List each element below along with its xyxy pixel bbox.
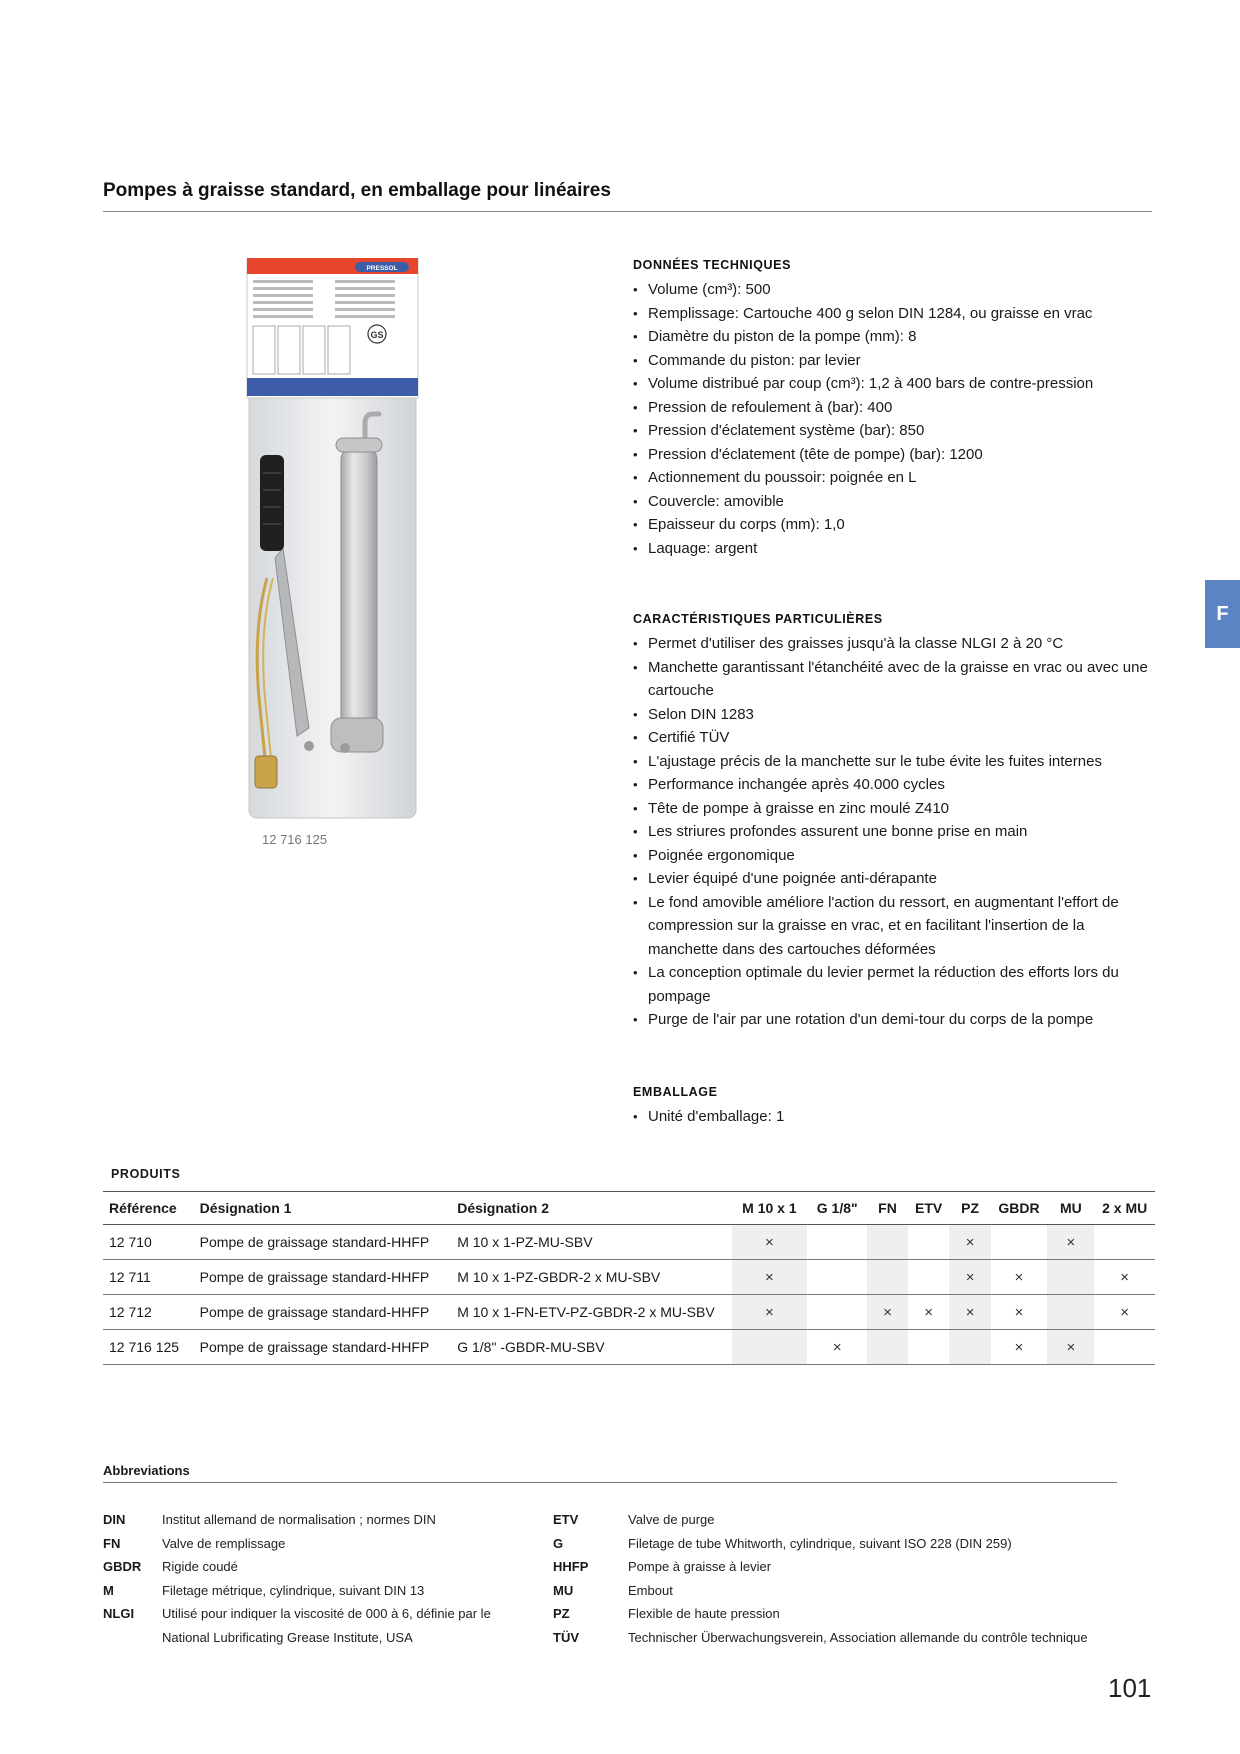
list-item: • Manchette garantissant l'étanchéité avec de la graisse en vrac ou avec une cartouche xyxy=(633,656,1153,703)
abbreviation-value: Rigide coudé xyxy=(162,1559,238,1574)
option-cell xyxy=(991,1330,1048,1365)
list-item: • Levier équipé d'une poignée anti-dérapante xyxy=(633,867,1153,891)
list-item: • Remplissage: Cartouche 400 g selon DIN 1284, ou graisse en vrac xyxy=(633,302,1153,326)
features-heading: CARACTÉRISTIQUES PARTICULIÈRES xyxy=(633,612,883,626)
check-mark: × xyxy=(924,1303,933,1321)
check-mark: × xyxy=(965,1233,975,1251)
column-header: GBDR xyxy=(991,1192,1048,1225)
option-cell xyxy=(807,1260,867,1295)
list-item: • L'ajustage précis de la manchette sur le tube évite les fuites internes xyxy=(633,750,1153,774)
list-item: • Permet d'utiliser des graisses jusqu'à la classe NLGI 2 à 20 °C xyxy=(633,632,1153,656)
abbreviation-value: Valve de purge xyxy=(628,1512,715,1527)
option-cell xyxy=(867,1225,908,1260)
designation2-cell: G 1/8" -GBDR-MU-SBV xyxy=(451,1330,731,1365)
table-row xyxy=(103,1260,1155,1295)
check-mark: × xyxy=(1066,1233,1076,1251)
check-mark: × xyxy=(765,1268,774,1286)
check-mark: × xyxy=(1014,1303,1024,1321)
abbreviation-key: M xyxy=(103,1582,114,1598)
check-mark: × xyxy=(1066,1338,1076,1356)
check-mark: × xyxy=(1120,1303,1130,1321)
list-item: • Pression de refoulement à (bar): 400 xyxy=(633,396,1153,420)
designation1-cell: Pompe de graissage standard-HHFP xyxy=(194,1225,452,1260)
abbreviation-value: Technischer Überwachungsverein, Association allemande du contrôle technique xyxy=(628,1629,1088,1645)
abbreviation-value: Filetage de tube Whitworth, cylindrique, suivant ISO 228 (DIN 259) xyxy=(628,1535,1012,1551)
abbreviations-right xyxy=(553,1508,1088,1649)
abbreviation-key: TÜV xyxy=(553,1629,579,1645)
abbreviation-value: Utilisé pour indiquer la viscosité de 000 à 6, définie par le National Lubrificating Grease Institute, USA xyxy=(162,1606,491,1645)
list-item: • Selon DIN 1283 xyxy=(633,703,1153,727)
abbreviation-key: FN xyxy=(103,1535,121,1551)
option-cell xyxy=(949,1295,990,1330)
column-header: 2 x MU xyxy=(1094,1192,1155,1225)
option-cell xyxy=(1094,1295,1155,1330)
abbreviation-key: HHFP xyxy=(553,1559,589,1574)
table-row xyxy=(103,1225,1155,1260)
list-item: • Unité d'emballage: 1 xyxy=(633,1105,1153,1129)
abbreviation-key: PZ xyxy=(553,1606,570,1621)
tech-data-section xyxy=(633,258,1153,560)
option-cell xyxy=(1094,1260,1155,1295)
list-item: • Diamètre du piston de la pompe (mm): 8 xyxy=(633,325,1153,349)
list-item: • La conception optimale du levier permet la réduction des efforts lors du pompage xyxy=(633,961,1153,1008)
product-image xyxy=(245,258,420,822)
check-mark: × xyxy=(1120,1268,1130,1286)
check-mark: × xyxy=(883,1303,892,1321)
gs-label: GS xyxy=(370,330,384,340)
check-mark: × xyxy=(765,1303,774,1321)
abbreviations-divider xyxy=(103,1482,1117,1483)
column-header: Référence xyxy=(103,1192,194,1225)
column-header: ETV xyxy=(908,1192,950,1225)
designation2-cell: M 10 x 1-PZ-MU-SBV xyxy=(451,1225,731,1260)
abbreviation-row xyxy=(103,1508,492,1532)
option-cell xyxy=(1047,1295,1094,1330)
list-item: • Purge de l'air par une rotation d'un demi-tour du corps de la pompe xyxy=(633,1008,1153,1032)
abbreviation-key: NLGI xyxy=(103,1606,135,1621)
option-cell xyxy=(949,1225,990,1260)
abbreviation-row xyxy=(553,1508,1088,1532)
table-row xyxy=(103,1295,1155,1330)
abbreviation-row xyxy=(103,1579,492,1603)
packaging-list xyxy=(633,1105,1153,1129)
designation2-cell: M 10 x 1-FN-ETV-PZ-GBDR-2 x MU-SBV xyxy=(451,1295,731,1330)
abbreviation-row xyxy=(553,1626,1088,1650)
designation1-cell: Pompe de graissage standard-HHFP xyxy=(194,1330,452,1365)
abbreviation-key: G xyxy=(553,1535,564,1551)
check-mark: × xyxy=(965,1268,975,1286)
option-cell xyxy=(807,1330,867,1365)
abbreviation-value: Filetage métrique, cylindrique, suivant DIN 13 xyxy=(162,1582,425,1598)
option-cell xyxy=(908,1260,950,1295)
option-cell xyxy=(991,1260,1048,1295)
page-title: Pompes à graisse standard, en emballage pour linéaires xyxy=(103,180,611,201)
abbreviation-value: Institut allemand de normalisation ; normes DIN xyxy=(162,1512,436,1527)
table-header-row xyxy=(103,1192,1155,1225)
option-cell xyxy=(732,1295,808,1330)
list-item: • Tête de pompe à graisse en zinc moulé Z410 xyxy=(633,797,1153,821)
abbreviation-key: GBDR xyxy=(103,1559,142,1574)
list-item: • Certifié TÜV xyxy=(633,726,1153,750)
option-cell xyxy=(908,1330,950,1365)
ref-cell: 12 711 xyxy=(103,1260,194,1295)
abbreviation-value: Pompe à graisse à levier xyxy=(628,1559,772,1574)
features-section xyxy=(633,612,1153,1032)
check-mark: × xyxy=(1014,1268,1024,1286)
packaging-section xyxy=(633,1085,1153,1129)
abbreviation-value: Valve de remplissage xyxy=(162,1535,286,1551)
list-item: • Volume distribué par coup (cm³): 1,2 à 400 bars de contre-pression xyxy=(633,372,1153,396)
abbreviation-row xyxy=(553,1602,1088,1626)
products-heading: PRODUITS xyxy=(111,1167,181,1181)
abbreviation-row xyxy=(103,1602,492,1649)
column-header: PZ xyxy=(949,1192,990,1225)
check-mark: × xyxy=(965,1303,975,1321)
abbreviation-value: Embout xyxy=(628,1582,673,1598)
abbreviation-key: ETV xyxy=(553,1512,579,1527)
abbreviation-row xyxy=(553,1555,1088,1579)
title-divider xyxy=(103,211,1152,212)
option-cell xyxy=(1047,1260,1094,1295)
designation1-cell: Pompe de graissage standard-HHFP xyxy=(194,1260,452,1295)
check-mark: × xyxy=(765,1233,774,1251)
list-item: • Couvercle: amovible xyxy=(633,490,1153,514)
list-item: • Le fond amovible améliore l'action du ressort, en augmentant l'effort de compression sur la graisse en vrac, et en facilitant l'insertion de la manchette dans des cartouches déformées xyxy=(633,891,1153,962)
product-image-caption: 12 716 125 xyxy=(262,832,328,847)
option-cell xyxy=(732,1225,808,1260)
option-cell xyxy=(807,1295,867,1330)
products-table xyxy=(103,1191,1155,1365)
brand-label: PRESSOL xyxy=(366,265,398,272)
page-number: 101 xyxy=(1108,1673,1152,1703)
option-cell xyxy=(867,1260,908,1295)
option-cell xyxy=(1047,1225,1094,1260)
check-mark: × xyxy=(832,1338,842,1356)
abbreviation-key: MU xyxy=(553,1582,574,1598)
abbreviation-value: Flexible de haute pression xyxy=(628,1606,780,1621)
list-item: • Performance inchangée après 40.000 cycles xyxy=(633,773,1153,797)
list-item: • Pression d'éclatement système (bar): 850 xyxy=(633,419,1153,443)
list-item: • Poignée ergonomique xyxy=(633,844,1153,868)
packaging-heading: EMBALLAGE xyxy=(633,1085,718,1099)
option-cell xyxy=(908,1295,950,1330)
features-list xyxy=(633,632,1153,1032)
list-item: • Laquage: argent xyxy=(633,537,1153,561)
option-cell xyxy=(908,1225,950,1260)
table-row xyxy=(103,1330,1155,1365)
abbreviation-row xyxy=(103,1532,492,1556)
option-cell xyxy=(949,1260,990,1295)
option-cell xyxy=(991,1225,1048,1260)
list-item: • Commande du piston: par levier xyxy=(633,349,1153,373)
option-cell xyxy=(1094,1225,1155,1260)
abbreviation-row xyxy=(553,1579,1088,1603)
list-item: • Epaisseur du corps (mm): 1,0 xyxy=(633,513,1153,537)
option-cell xyxy=(1047,1330,1094,1365)
designation2-cell: M 10 x 1-PZ-GBDR-2 x MU-SBV xyxy=(451,1260,731,1295)
abbreviations-heading: Abbreviations xyxy=(103,1463,190,1478)
column-header: FN xyxy=(867,1192,908,1225)
option-cell xyxy=(991,1295,1048,1330)
option-cell xyxy=(867,1295,908,1330)
section-tab-f[interactable]: F xyxy=(1205,580,1240,648)
tech-data-heading: DONNÉES TECHNIQUES xyxy=(633,258,792,272)
tech-data-list xyxy=(633,278,1153,560)
option-cell xyxy=(1094,1330,1155,1365)
ref-cell: 12 716 125 xyxy=(103,1330,194,1365)
column-header: MU xyxy=(1047,1192,1094,1225)
products-table-body xyxy=(103,1225,1155,1365)
list-item: • Volume (cm³): 500 xyxy=(633,278,1153,302)
ref-cell: 12 710 xyxy=(103,1225,194,1260)
abbreviation-key: DIN xyxy=(103,1512,126,1527)
abbreviation-row xyxy=(553,1532,1088,1556)
designation1-cell: Pompe de graissage standard-HHFP xyxy=(194,1295,452,1330)
check-mark: × xyxy=(1014,1338,1024,1356)
list-item: • Actionnement du poussoir: poignée en L xyxy=(633,466,1153,490)
option-cell xyxy=(732,1330,808,1365)
column-header: Désignation 2 xyxy=(451,1192,731,1225)
column-header: M 10 x 1 xyxy=(732,1192,808,1225)
list-item: • Les striures profondes assurent une bonne prise en main xyxy=(633,820,1153,844)
ref-cell: 12 712 xyxy=(103,1295,194,1330)
option-cell xyxy=(867,1330,908,1365)
abbreviation-row xyxy=(103,1555,492,1579)
option-cell xyxy=(949,1330,990,1365)
list-item: • Pression d'éclatement (tête de pompe) (bar): 1200 xyxy=(633,443,1153,467)
option-cell xyxy=(732,1260,808,1295)
column-header: G 1/8" xyxy=(807,1192,867,1225)
option-cell xyxy=(807,1225,867,1260)
abbreviations-left xyxy=(103,1508,492,1649)
column-header: Désignation 1 xyxy=(194,1192,452,1225)
